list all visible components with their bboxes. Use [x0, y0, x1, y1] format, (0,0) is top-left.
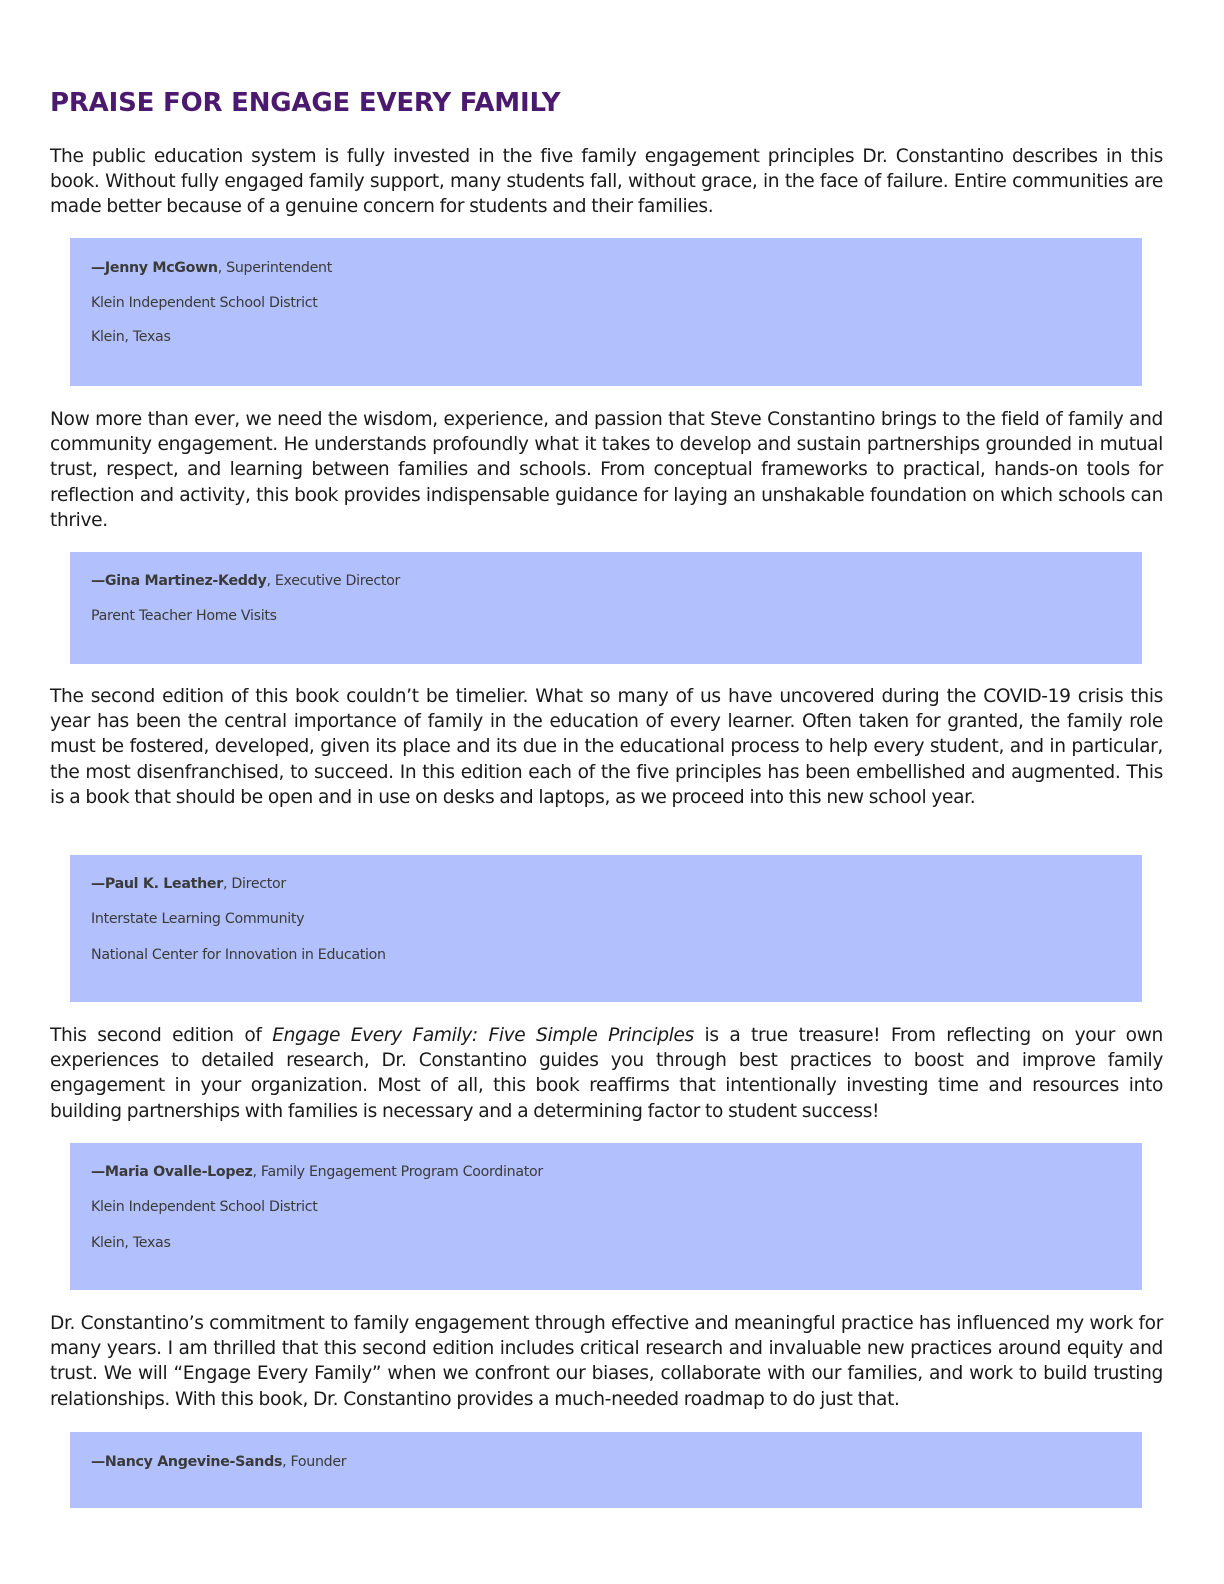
- attribution-box: [70, 1143, 1142, 1290]
- attribution-name: —Jenny McGown: [91, 260, 218, 276]
- attribution-box: [70, 552, 1142, 664]
- attribution-organization: Klein Independent School District: [91, 1199, 318, 1215]
- attribution-name-line: [91, 1164, 543, 1180]
- quote-text-after: is a true treasure! From reflecting on your own experiences to detailed research, Dr. Constantino guides you through best practices to boost and improve family engagement in your organization. Most of all, this book reaffirms that intentionally investing time and resources into building partnerships with families is necessary and a determining factor to student success!: [50, 1025, 1163, 1122]
- testimonial-quote: Dr. Constantino’s commitment to family engagement through effective and meaningful practice has influenced my work for many years. I am thrilled that this second edition includes critical research and invaluable new practices around equity and trust. We will “Engage Every Family” when we confront our biases, collaborate with our families, and work to build trusting relationships. With this book, Dr. Constantino provides a much-needed roadmap to do just that.: [50, 1313, 1163, 1410]
- attribution-name: —Nancy Angevine-Sands: [91, 1454, 283, 1470]
- attribution-organization: Interstate Learning Community: [91, 911, 305, 927]
- attribution-role: , Family Engagement Program Coordinator: [252, 1164, 543, 1180]
- testimonial-quote: [50, 1023, 1163, 1124]
- attribution-role: , Founder: [282, 1454, 347, 1470]
- attribution-location: Klein, Texas: [91, 329, 171, 345]
- testimonial-quote: Now more than ever, we need the wisdom, experience, and passion that Steve Constantino brings to the field of family and community engagement. He understands profoundly what it takes to develop and sustain partnerships grounded in mutual trust, respect, and learning between families and schools. From conceptual frameworks to practical, hands-on tools for reflection and activity, this book provides indispensable guidance for laying an unshakable foundation on which schools can thrive.: [50, 409, 1163, 531]
- page-title: PRAISE FOR ENGAGE EVERY FAMILY: [50, 88, 561, 118]
- attribution-box: [70, 238, 1142, 386]
- testimonial-quote: The public education system is fully invested in the five family engagement principles Dr. Constantino describes in this book. Without fully engaged family support, many students fall, without grace, in the face of failure. Entire communities are made better because of a genuine concern for students and their families.: [50, 146, 1163, 218]
- attribution-organization: Klein Independent School District: [91, 295, 318, 311]
- attribution-organization-2: National Center for Innovation in Education: [91, 947, 386, 963]
- attribution-location: Klein, Texas: [91, 1235, 171, 1251]
- attribution-organization: Parent Teacher Home Visits: [91, 608, 277, 624]
- attribution-name: —Paul K. Leather: [91, 876, 223, 892]
- book-title-italic: Engage Every Family: Five Simple Principles: [272, 1025, 694, 1046]
- attribution-role: , Executive Director: [266, 573, 401, 589]
- attribution-name: —Maria Ovalle-Lopez: [91, 1164, 253, 1180]
- attribution-name-line: [91, 876, 286, 892]
- attribution-box: [70, 1432, 1142, 1508]
- attribution-name-line: [91, 260, 332, 276]
- quote-text-before: This second edition of: [50, 1025, 273, 1046]
- attribution-name: —Gina Martinez-Keddy: [91, 573, 267, 589]
- attribution-role: , Superintendent: [217, 260, 333, 276]
- attribution-name-line: [91, 1454, 346, 1470]
- attribution-name-line: [91, 573, 400, 589]
- attribution-box: [70, 855, 1142, 1002]
- testimonial-quote: The second edition of this book couldn’t be timelier. What so many of us have uncovered during the COVID-19 crisis this year has been the central importance of family in the education of every learner. Often taken for granted, the family role must be fostered, developed, given its place and its due in the educational process to help every student, and in particular, the most disenfranchised, to succeed. In this edition each of the five principles has been embellished and augmented. This is a book that should be open and in use on desks and laptops, as we proceed into this new school year.: [50, 686, 1163, 808]
- attribution-role: , Director: [222, 876, 286, 892]
